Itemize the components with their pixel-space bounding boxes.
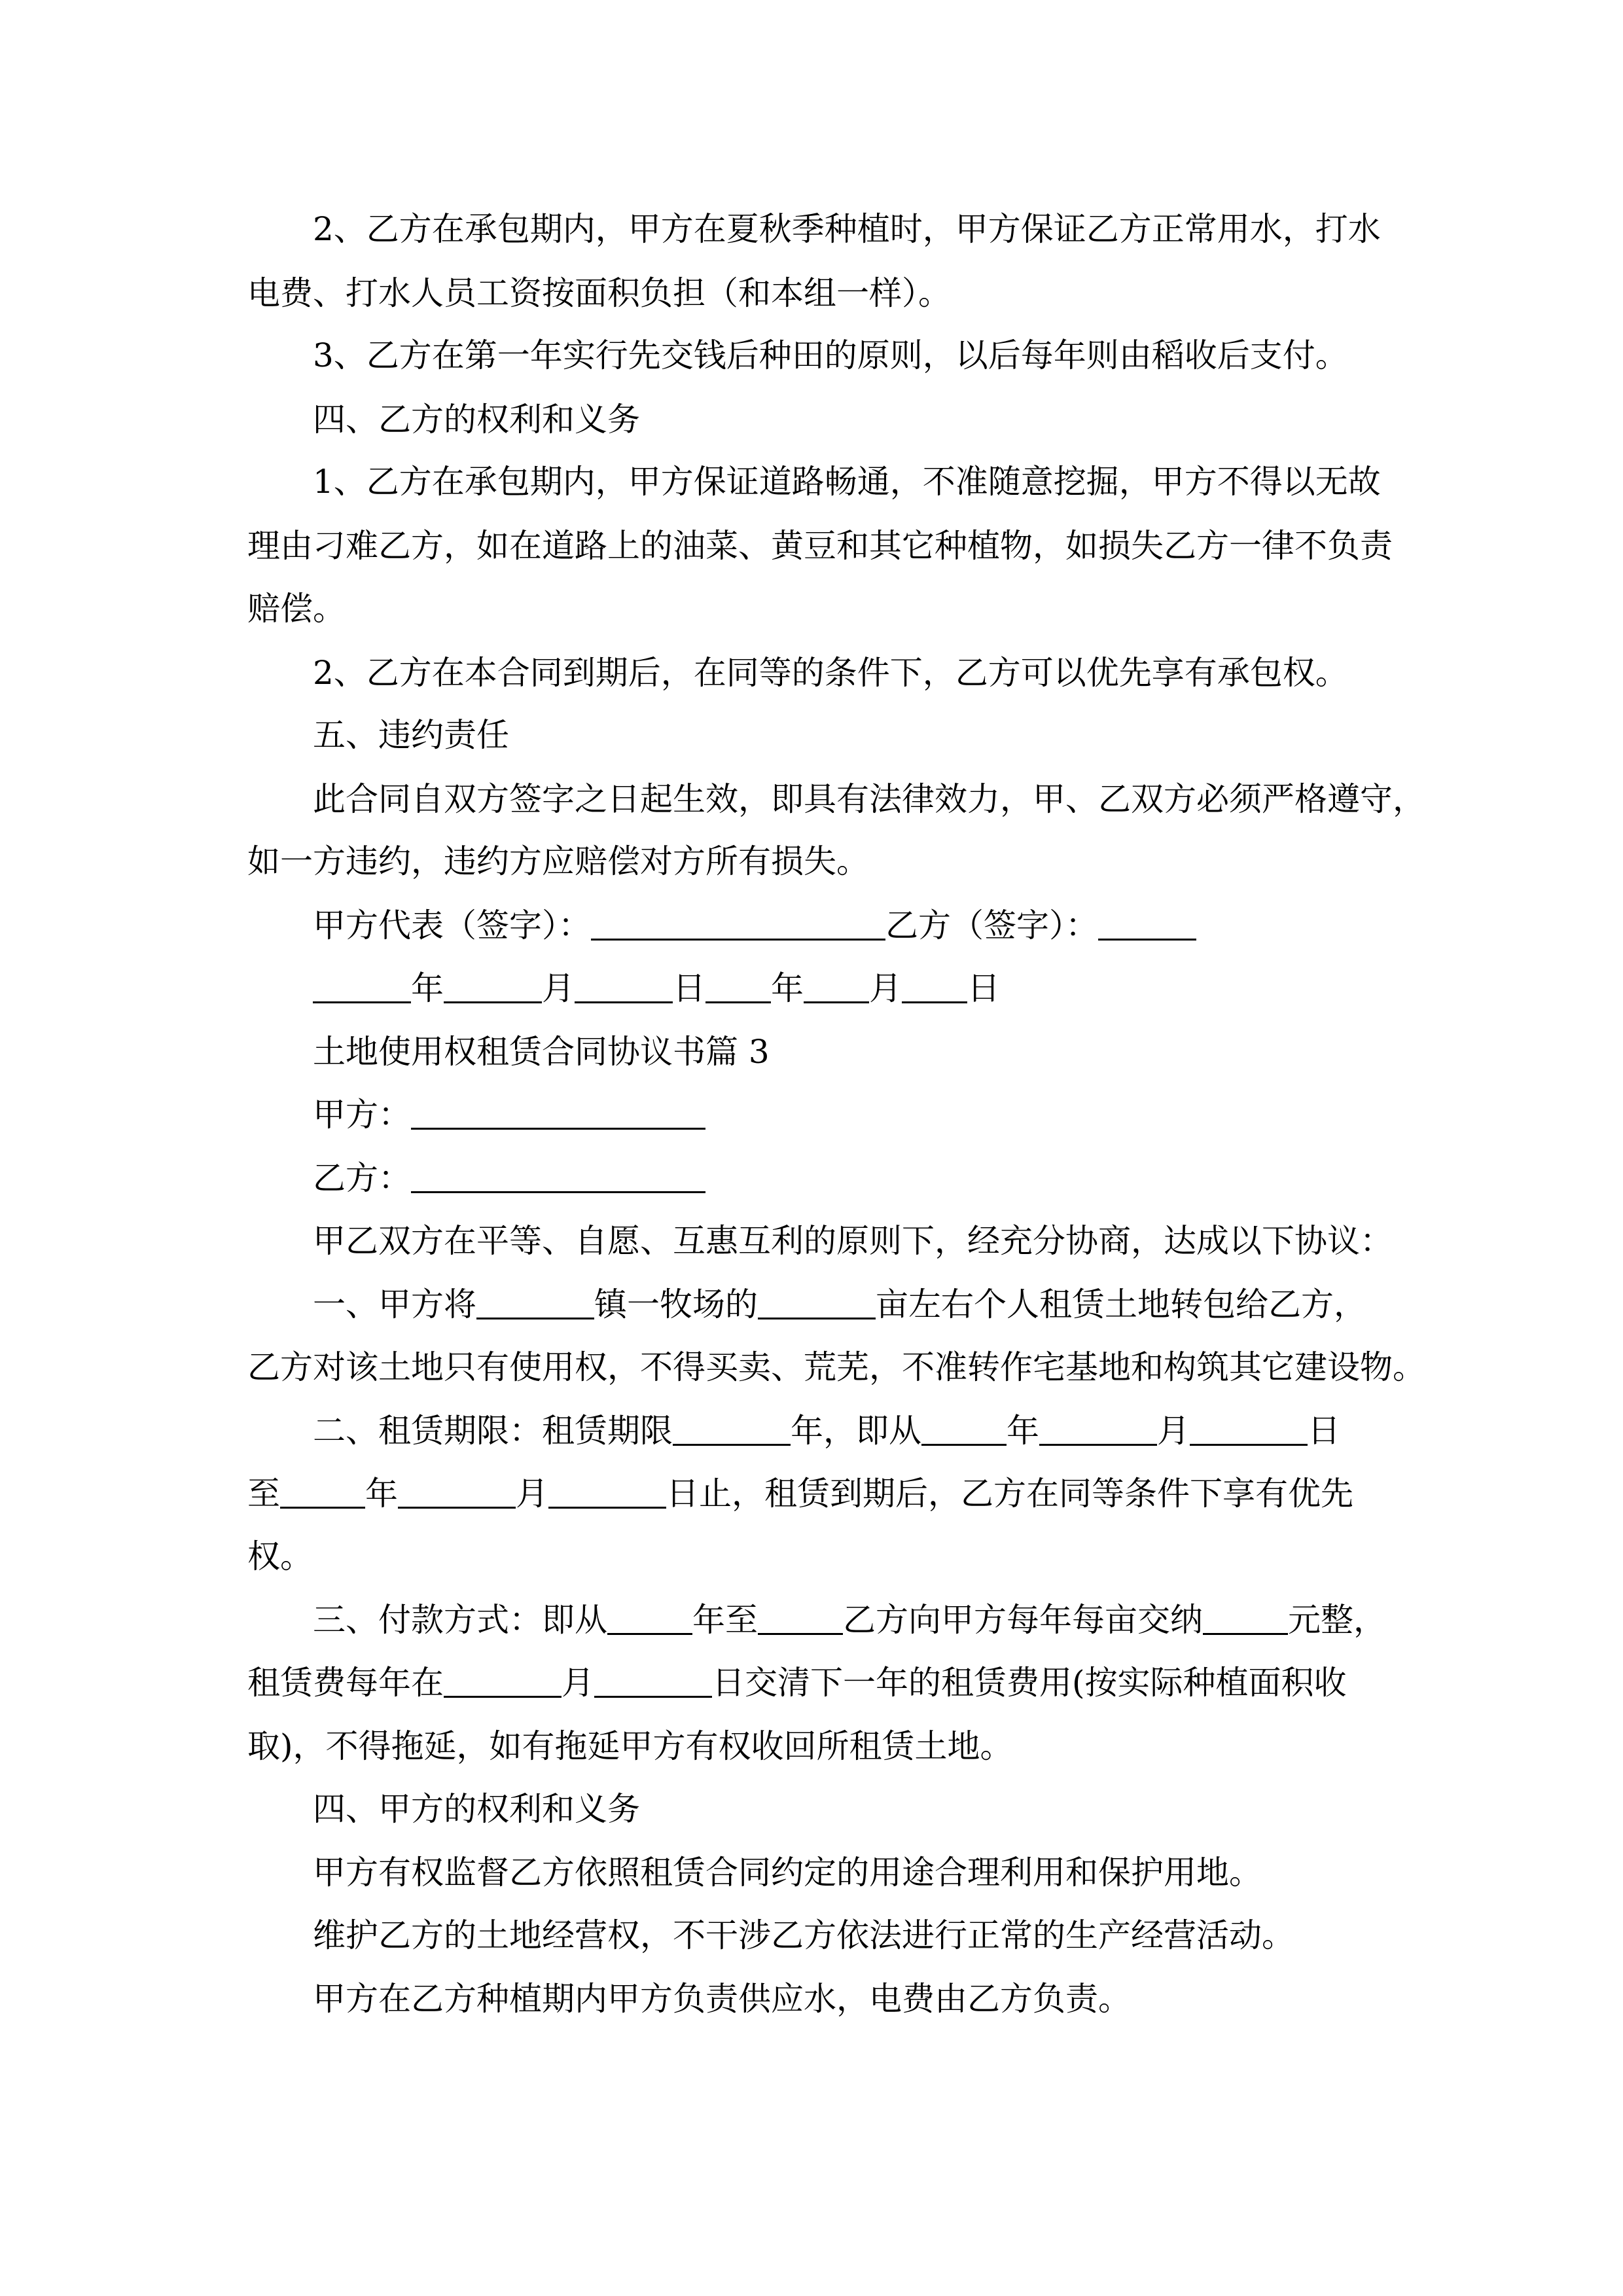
- party-a-line: [313, 1094, 705, 1136]
- date-day-label: 日: [967, 969, 1000, 1007]
- clause-3-line: [247, 1662, 1347, 1704]
- clause-2-line: [247, 1473, 1353, 1515]
- text-run: 元整，: [1288, 1601, 1386, 1639]
- text-run: 月: [516, 1475, 548, 1513]
- paragraph-line: 1、乙方在承包期内，甲方保证道路畅通，不准随意挖掘，甲方不得以无故: [313, 463, 1381, 501]
- party-b-signature-label: 乙方（签字）：: [885, 906, 1098, 944]
- section-heading: 四、乙方的权利和义务: [313, 401, 640, 439]
- text-run: 日止，租赁到期后，乙方在同等条件下享有优先: [666, 1475, 1353, 1513]
- party-b-label: 乙方：: [313, 1159, 411, 1197]
- document-title: 土地使用权租赁合同协议书篇 3: [313, 1033, 770, 1071]
- party-a-blank[interactable]: [411, 1098, 705, 1130]
- date-blank[interactable]: [705, 971, 771, 1003]
- text-run: 三、付款方式：即从: [313, 1601, 607, 1639]
- paragraph-line: 电费、打水人员工资按面积负担（和本组一样）。: [247, 274, 951, 312]
- end-day-blank[interactable]: [548, 1477, 666, 1509]
- end-year-blank[interactable]: [280, 1477, 365, 1509]
- date-blank[interactable]: [804, 971, 869, 1003]
- pay-from-year-blank[interactable]: [607, 1603, 692, 1635]
- start-year-blank[interactable]: [921, 1414, 1007, 1446]
- text-run: 月: [562, 1664, 594, 1702]
- date-line: [313, 967, 1000, 1009]
- signature-line: [313, 905, 1196, 946]
- amount-blank[interactable]: [1203, 1603, 1288, 1635]
- clause-2-line: [313, 1410, 1340, 1452]
- party-b-line: [313, 1157, 705, 1199]
- text-run: 二、租赁期限：租赁期限: [313, 1412, 673, 1450]
- paragraph-line: 赔偿。: [247, 590, 346, 628]
- date-blank[interactable]: [444, 971, 542, 1003]
- text-run: 年: [365, 1475, 398, 1513]
- date-blank[interactable]: [902, 971, 967, 1003]
- text-run: 年: [1007, 1412, 1039, 1450]
- party-a-label: 甲方：: [313, 1096, 411, 1134]
- clause-3-line: [313, 1599, 1386, 1641]
- start-month-blank[interactable]: [1039, 1414, 1157, 1446]
- paragraph-line: 此合同自双方签字之日起生效，即具有法律效力，甲、乙双方必须严格遵守，: [313, 780, 1425, 818]
- paragraph-line: 乙方对该土地只有使用权，不得买卖、荒芜，不准转作宅基地和构筑其它建设物。: [247, 1348, 1425, 1386]
- text-run: 月: [1157, 1412, 1190, 1450]
- text-run: 亩左右个人租赁土地转包给乙方，: [876, 1285, 1366, 1323]
- text-run: 年至: [692, 1601, 758, 1639]
- town-blank[interactable]: [476, 1287, 594, 1319]
- paragraph-line: 2、乙方在本合同到期后，在同等的条件下，乙方可以优先享有承包权。: [313, 654, 1348, 692]
- date-year-label: 年: [411, 969, 444, 1007]
- date-year-label: 年: [771, 969, 804, 1007]
- paragraph-line: 甲乙双方在平等、自愿、互惠互利的原则下，经充分协商，达成以下协议：: [313, 1222, 1393, 1260]
- area-blank[interactable]: [758, 1287, 876, 1319]
- text-run: 租赁费每年在: [247, 1664, 444, 1702]
- end-month-blank[interactable]: [398, 1477, 516, 1509]
- text-run: 至: [247, 1475, 280, 1513]
- clause-1-line: [313, 1283, 1366, 1325]
- text-run: 镇一牧场的: [594, 1285, 758, 1323]
- text-run: 日交清下一年的租赁费用(按实际种植面积收: [712, 1664, 1347, 1702]
- party-b-signature-blank[interactable]: [1098, 908, 1196, 941]
- party-b-blank[interactable]: [411, 1161, 705, 1193]
- paragraph-line: 权。: [247, 1537, 313, 1575]
- paragraph-line: 取)，不得拖延，如有拖延甲方有权收回所租赁土地。: [247, 1727, 1013, 1765]
- text-run: 乙方向甲方每年每亩交纳: [843, 1601, 1203, 1639]
- party-a-signature-label: 甲方代表（签字）：: [313, 906, 591, 944]
- pay-day-blank[interactable]: [594, 1666, 712, 1698]
- term-years-blank[interactable]: [673, 1414, 791, 1446]
- text-run: 日: [1308, 1412, 1340, 1450]
- start-day-blank[interactable]: [1190, 1414, 1308, 1446]
- paragraph-line: 甲方在乙方种植期内甲方负责供应水，电费由乙方负责。: [313, 1980, 1131, 2018]
- date-blank[interactable]: [575, 971, 673, 1003]
- party-a-signature-blank[interactable]: [591, 908, 885, 941]
- text-run: 年，即从: [791, 1412, 921, 1450]
- section-heading: 五、违约责任: [313, 716, 509, 754]
- paragraph-line: 甲方有权监督乙方依照租赁合同约定的用途合理利用和保护用地。: [313, 1854, 1262, 1892]
- pay-to-year-blank[interactable]: [758, 1603, 843, 1635]
- date-month-label: 月: [542, 969, 575, 1007]
- paragraph-line: 2、乙方在承包期内，甲方在夏秋季种植时，甲方保证乙方正常用水，打水: [313, 210, 1381, 248]
- date-blank[interactable]: [313, 971, 411, 1003]
- paragraph-line: 理由刁难乙方，如在道路上的油菜、黄豆和其它种植物，如损失乙方一律不负责: [247, 527, 1393, 565]
- paragraph-line: 如一方违约，违约方应赔偿对方所有损失。: [247, 842, 869, 880]
- date-month-label: 月: [869, 969, 902, 1007]
- text-run: 一、甲方将: [313, 1285, 476, 1323]
- paragraph-line: 维护乙方的土地经营权，不干涉乙方依法进行正常的生产经营活动。: [313, 1916, 1294, 1954]
- pay-month-blank[interactable]: [444, 1666, 562, 1698]
- date-day-label: 日: [673, 969, 705, 1007]
- paragraph-line: 3、乙方在第一年实行先交钱后种田的原则，以后每年则由稻收后支付。: [313, 336, 1348, 374]
- section-heading: 四、甲方的权利和义务: [313, 1790, 640, 1828]
